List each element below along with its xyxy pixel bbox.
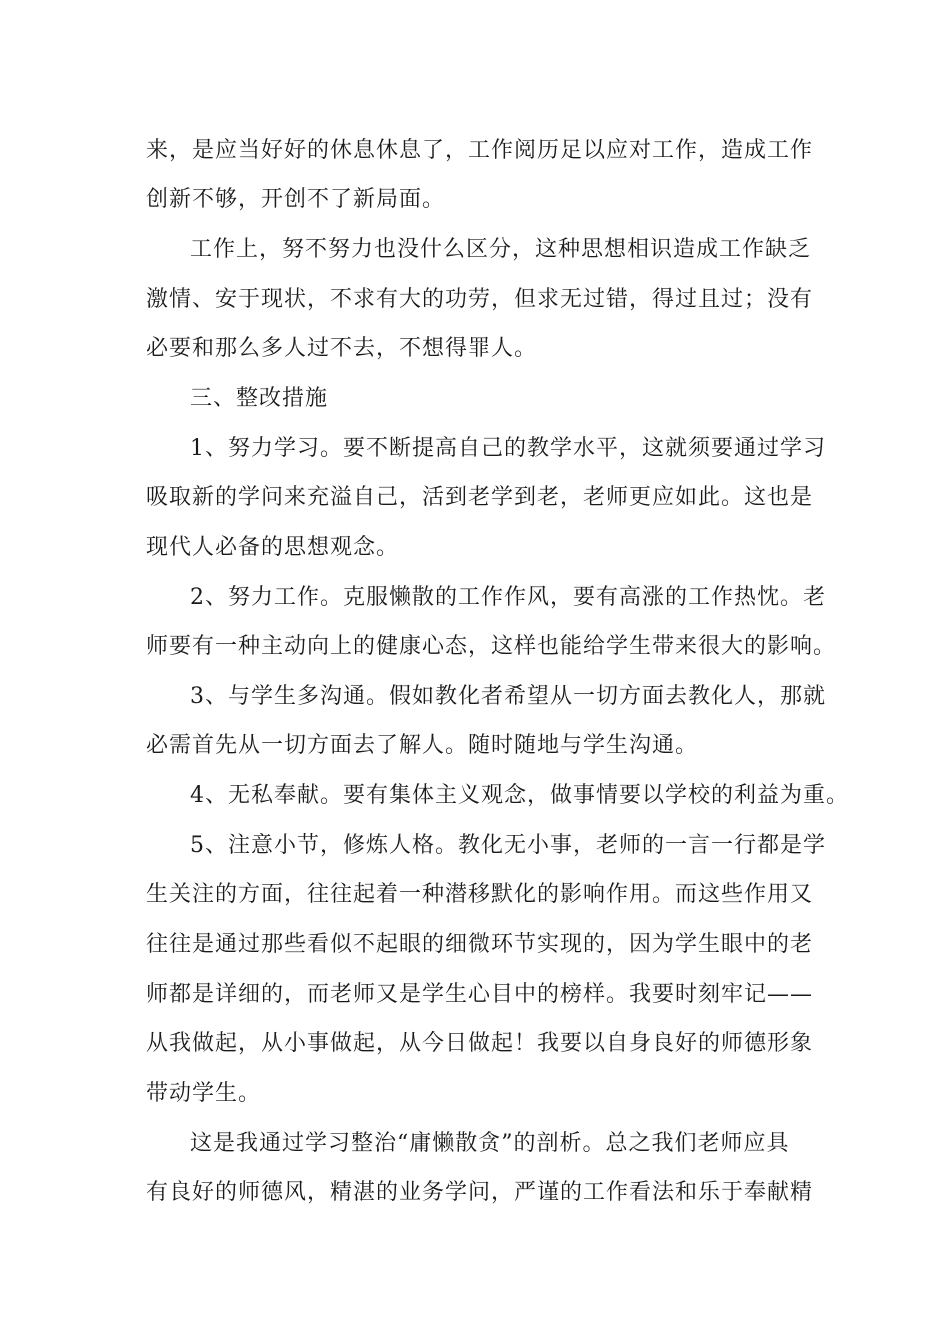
text-line: 这是我通过学习整治“庸懒散贪”的剖析。总之我们老师应具 <box>190 1131 790 1156</box>
text-line: 必要和那么多人过不去，不想得罪人。 <box>146 336 538 361</box>
text-line: 来，是应当好好的休息休息了，工作阅历足以应对工作，造成工作 <box>146 138 814 163</box>
text-line: 有良好的师德风，精湛的业务学问，严谨的工作看法和乐于奉献精 <box>146 1180 814 1205</box>
text-line: 3、与学生多沟通。假如教化者希望从一切方面去教化人，那就 <box>190 684 826 709</box>
text-line: 往往是通过那些看似不起眼的细微环节实现的，因为学生眼中的老 <box>146 932 814 957</box>
text-line: 吸取新的学问来充溢自己，活到老学到老，老师更应如此。这也是 <box>146 485 814 510</box>
text-line: 师要有一种主动向上的健康心态，这样也能给学生带来很大的影响。 <box>146 634 837 659</box>
text-line: 1、努力学习。要不断提高自己的教学水平，这就须要通过学习 <box>190 436 826 461</box>
text-line: 从我做起，从小事做起，从今日做起！我要以自身良好的师德形象 <box>146 1031 814 1056</box>
text-line: 激情、安于现状，不求有大的功劳，但求无过错，得过且过；没有 <box>146 287 814 312</box>
text-line: 必需首先从一切方面去了解人。随时随地与学生沟通。 <box>146 733 699 758</box>
text-line: 2、努力工作。克服懒散的工作作风，要有高涨的工作热忱。老 <box>190 585 826 610</box>
section-heading: 三、整改措施 <box>190 386 329 411</box>
text-line: 4、无私奉献。要有集体主义观念，做事情要以学校的利益为重。 <box>190 783 849 808</box>
text-line: 5、注意小节，修炼人格。教化无小事，老师的一言一行都是学 <box>190 833 826 858</box>
text-line: 师都是详细的，而老师又是学生心目中的榜样。我要时刻牢记—— <box>146 982 814 1007</box>
text-line: 带动学生。 <box>146 1081 262 1106</box>
text-line: 工作上，努不努力也没什么区分，这种思想相识造成工作缺乏 <box>190 237 812 262</box>
text-line: 现代人必备的思想观念。 <box>146 535 400 560</box>
text-line: 生关注的方面，往往起着一种潜移默化的影响作用。而这些作用又 <box>146 882 814 907</box>
text-line: 创新不够，开创不了新局面。 <box>146 187 446 212</box>
